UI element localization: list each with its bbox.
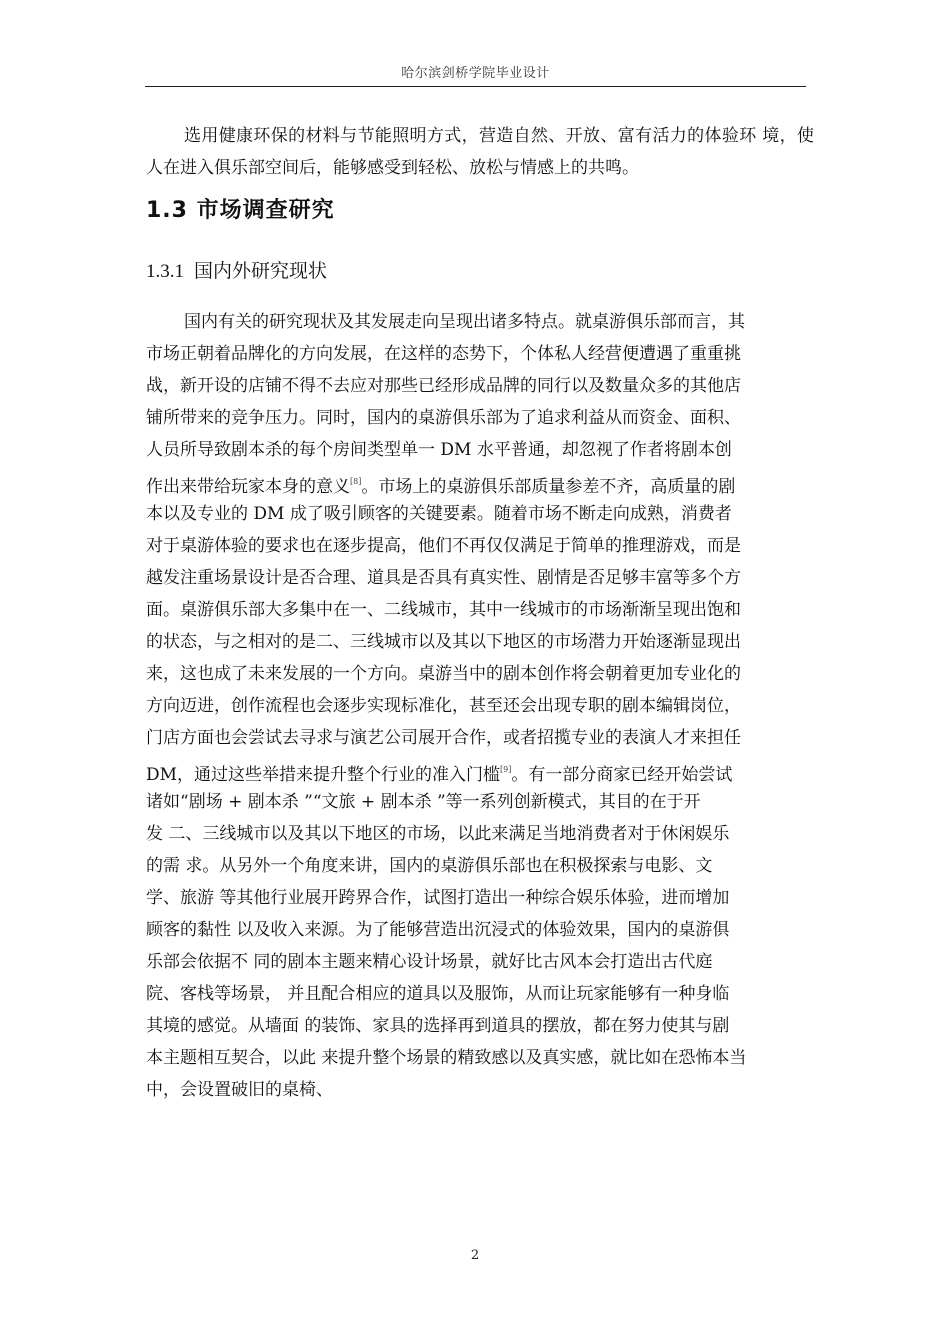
citation-9: [9] <box>500 765 512 774</box>
body-line-text: DM，通过这些举措来提升整个行业的准入门槛 <box>146 765 501 785</box>
body-line: 来，这也成了未来发展的一个方向。桌游当中的剧本创作将会朝着更加专业化的 <box>146 664 741 684</box>
body-line: 铺所带来的竞争压力。同时，国内的桌游俱乐部为了追求利益从而资金、面积、 <box>146 408 741 428</box>
subsection-heading <box>146 256 327 283</box>
citation-8: [8] <box>350 477 362 486</box>
section-heading: 1.3 市场调查研究 <box>146 198 335 223</box>
body-line: 其境的感觉。从墙面 的装饰、家具的选择再到道具的摆放，都在努力使其与剧 <box>146 1016 730 1036</box>
page-number: 2 <box>470 1248 480 1263</box>
body-line: 学、旅游 等其他行业展开跨界合作，试图打造出一种综合娱乐体验，进而增加 <box>146 888 730 908</box>
body-line: 本以及专业的 DM 成了吸引顾客的关键要素。随着市场不断走向成熟，消费者 <box>146 504 732 524</box>
subsection-number: 1.3.1 <box>146 261 184 282</box>
body-line-with-citation <box>146 754 814 786</box>
body-line: 市场正朝着品牌化的方向发展，在这样的态势下，个体私人经营便遭遇了重重挑 <box>146 344 741 364</box>
body-line: 乐部会依据不 同的剧本主题来精心设计场景，就好比古风本会打造出古代庭 <box>146 952 713 972</box>
body-line: 中，会设置破旧的桌椅、 <box>146 1080 333 1100</box>
body-line: 诸如“剧场 + 剧本杀 ”“文旅 + 剧本杀 ”等一系列创新模式，其目的在于开 <box>146 792 701 812</box>
body-line-text: 作出来带给玩家本身的意义 <box>146 477 350 497</box>
intro-paragraph: 选用健康环保的材料与节能照明方式，营造自然、开放、富有活力的体验环 境，使人在进入俱乐部空间后，能够感受到轻松、放松与情感上的共鸣。 <box>146 126 814 178</box>
body-line-text: 。有一部分商家已经开始尝试 <box>511 765 733 785</box>
body-line-text: 。市场上的桌游俱乐部质量参差不齐，高质量的剧 <box>361 477 736 497</box>
body-line: 对于桌游体验的要求也在逐步提高，他们不再仅仅满足于简单的推理游戏，而是 <box>146 536 741 556</box>
body-line: 本主题相互契合，以此 来提升整个场景的精致感以及真实感，就比如在恐怖本当 <box>146 1048 747 1068</box>
body-line-with-citation <box>146 466 814 498</box>
body-line: 战，新开设的店铺不得不去应对那些已经形成品牌的同行以及数量众多的其他店 <box>146 376 741 396</box>
body-line: 的需 求。从另外一个角度来讲，国内的桌游俱乐部也在积极探索与电影、文 <box>146 856 713 876</box>
body-line: 面。桌游俱乐部大多集中在一、二线城市，其中一线城市的市场渐渐呈现出饱和 <box>146 600 741 620</box>
body-line: 院、客栈等场景， 并且配合相应的道具以及服饰，从而让玩家能够有一种身临 <box>146 984 730 1004</box>
body-line: 国内有关的研究现状及其发展走向呈现出诸多特点。就桌游俱乐部而言，其 <box>184 312 745 332</box>
header-divider <box>145 86 806 87</box>
body-line: 门店方面也会尝试去寻求与演艺公司展开合作，或者招揽专业的表演人才来担任 <box>146 728 741 748</box>
body-line: 越发注重场景设计是否合理、道具是否具有真实性、剧情是否足够丰富等多个方 <box>146 568 741 588</box>
subsection-title: 国内外研究现状 <box>194 260 328 282</box>
body-paragraph <box>146 306 814 1106</box>
body-line: 人员所导致剧本杀的每个房间类型单一 DM 水平普通，却忽视了作者将剧本创 <box>146 440 732 460</box>
body-line: 方向迈进，创作流程也会逐步实现标准化，甚至还会出现专职的剧本编辑岗位， <box>146 696 741 716</box>
body-line: 的状态，与之相对的是二、三线城市以及其以下地区的市场潜力开始逐渐显现出 <box>146 632 741 652</box>
body-line: 发 二、三线城市以及其以下地区的市场，以此来满足当地消费者对于休闲娱乐 <box>146 824 730 844</box>
body-line: 顾客的黏性 以及收入来源。为了能够营造出沉浸式的体验效果，国内的桌游俱 <box>146 920 730 940</box>
page-header-title: 哈尔滨剑桥学院毕业设计 <box>401 66 550 81</box>
